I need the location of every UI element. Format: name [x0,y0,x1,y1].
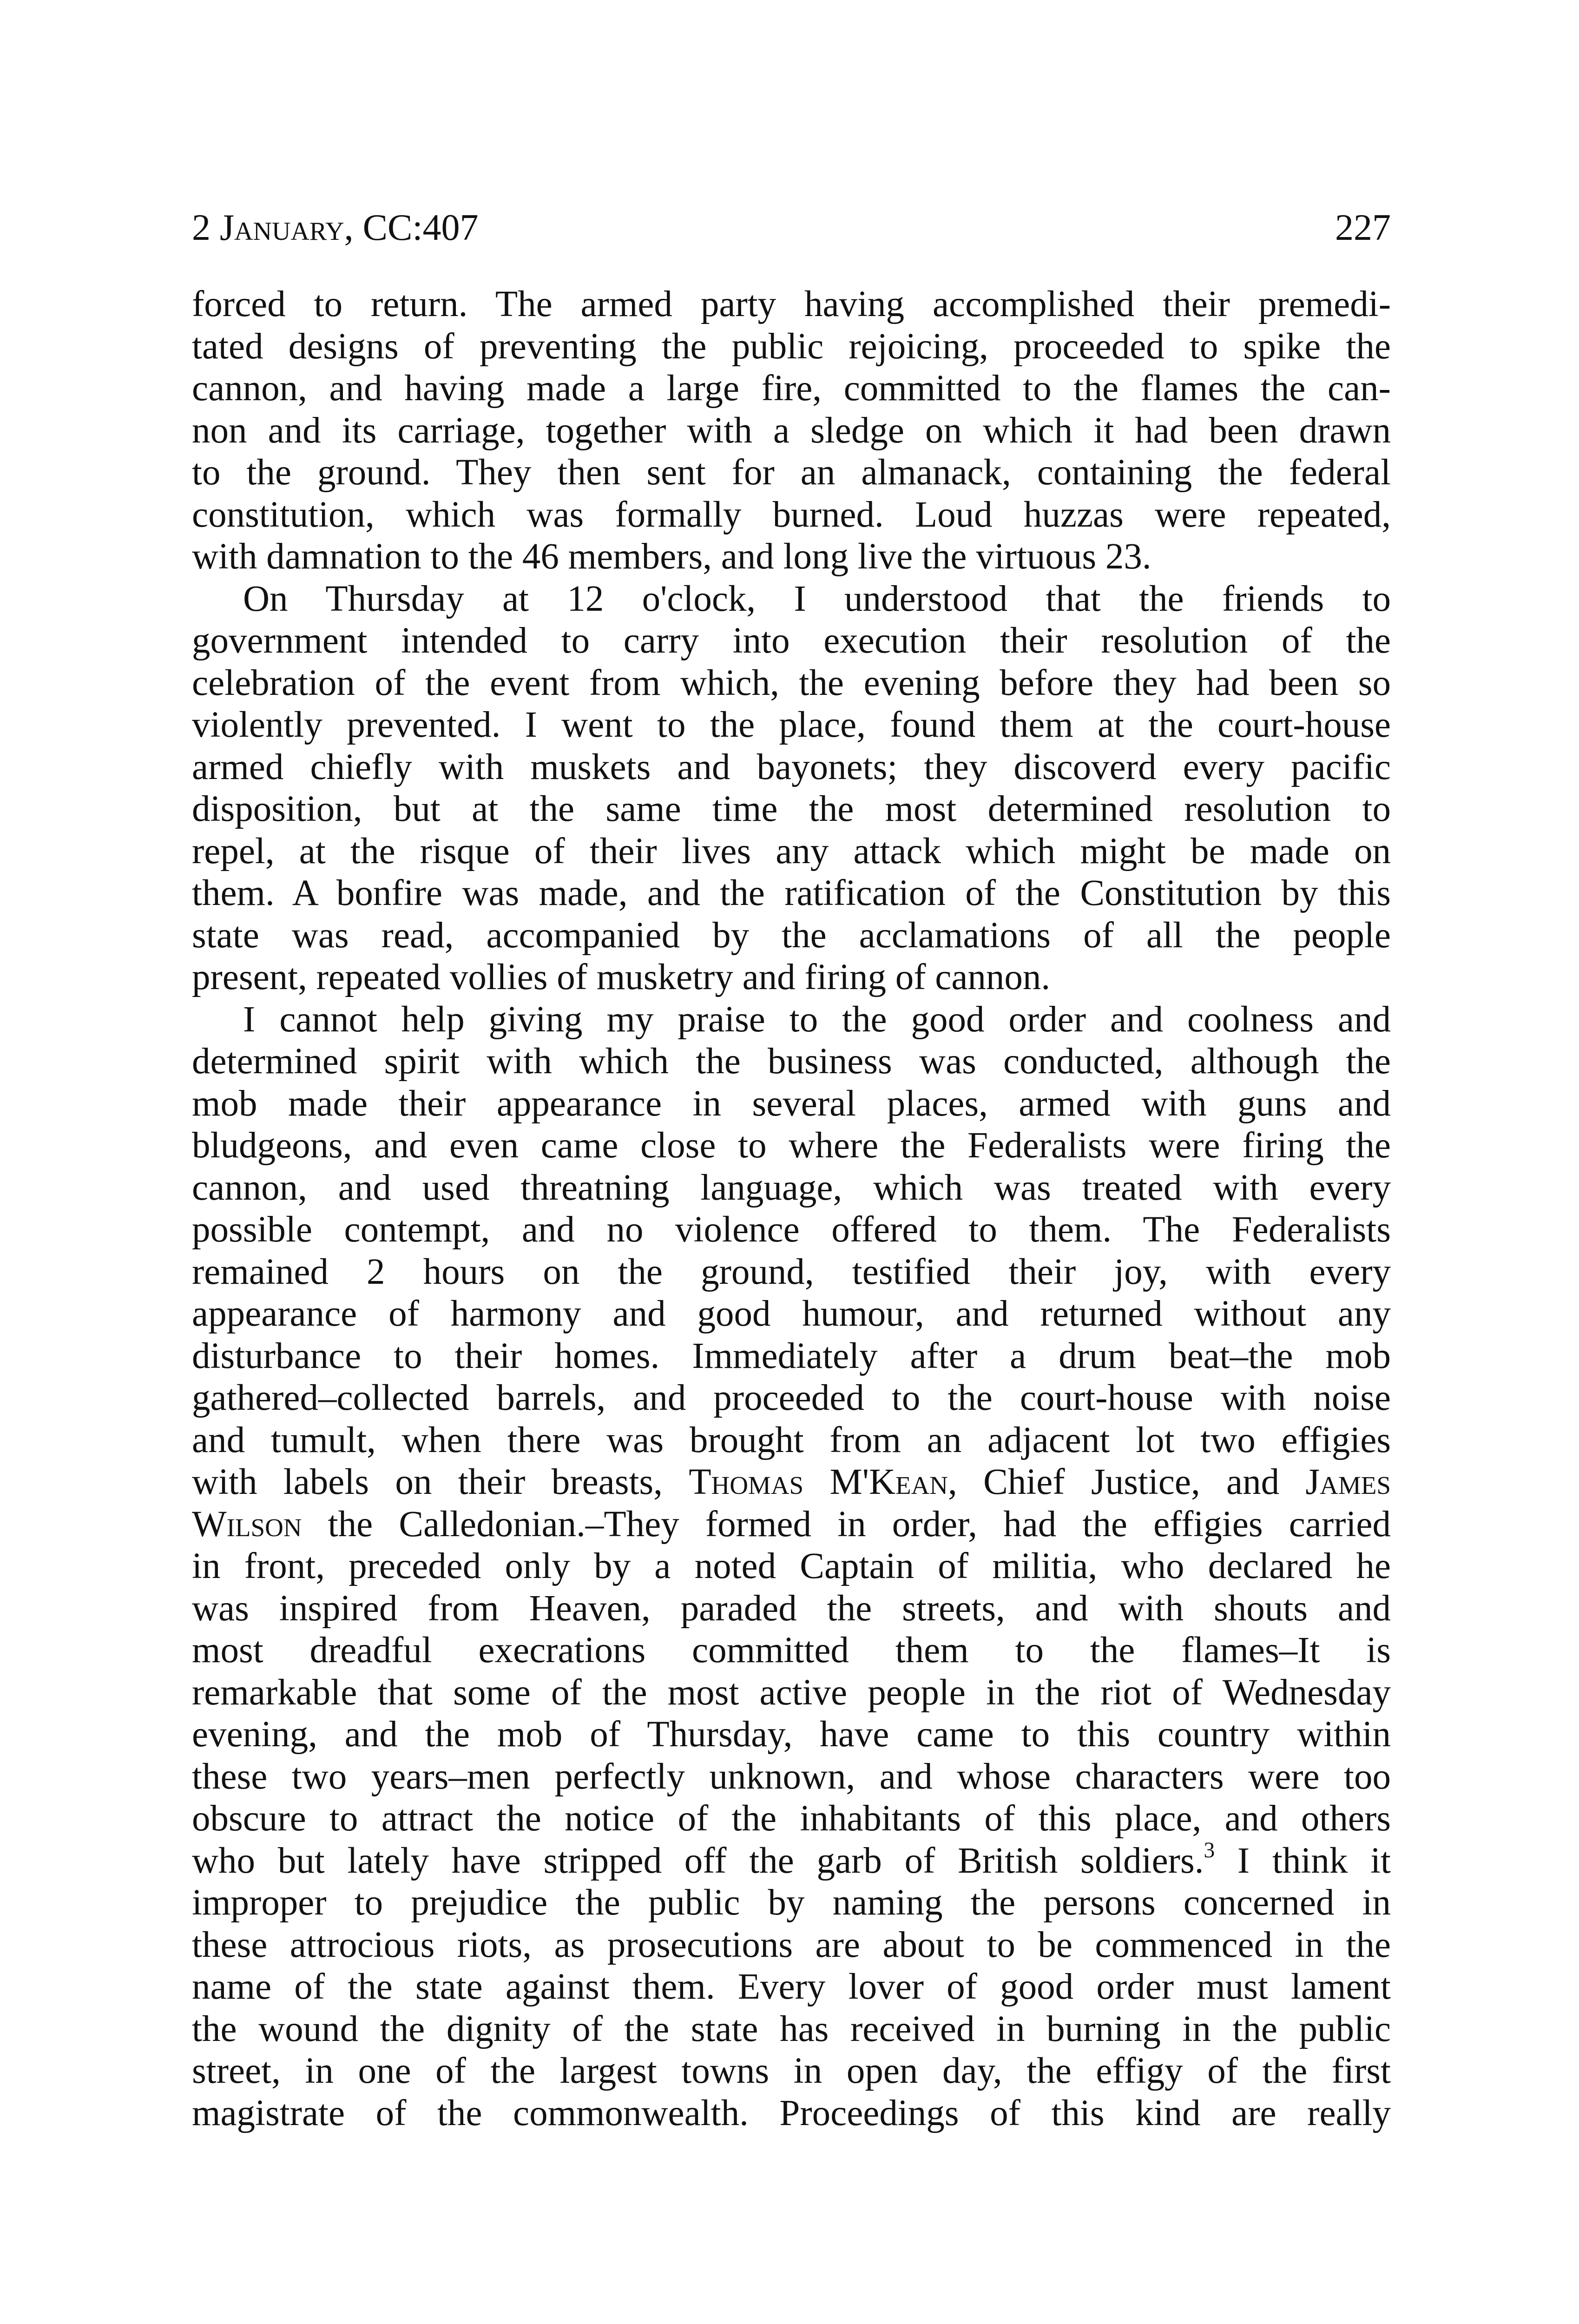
text-line: them. A bonfire was made, and the ratification of the Constitution by this [192,873,1391,913]
text-line-with-footnote: who but lately have stripped off the garb of British soldiers.$^3$ I think it [192,1838,1391,1881]
text-line: constitution, which was formally burned. Loud huzzas were repeated, [192,494,1391,535]
text-line: gathered–collected barrels, and proceeded to the court-house with noise [192,1378,1391,1418]
text-line: non and its carriage, together with a sledge on which it had been drawn [192,410,1391,451]
text-line: in front, preceded only by a noted Captain of militia, who declared he [192,1546,1391,1586]
text-line: these two years–men perfectly unknown, and whose characters were too [192,1756,1391,1797]
text-line: most dreadful execrations committed them to the flames–It is [192,1630,1391,1670]
text-line: cannon, and having made a large fire, committed to the flames the can- [192,368,1391,409]
paragraph-1 [192,284,1391,578]
text-line: government intended to carry into execution their resolution of the [192,621,1391,661]
text-line: violently prevented. I went to the place, found them at the court-house [192,705,1391,745]
text-line: with damnation to the 46 members, and long live the virtuous 23. [192,536,1151,577]
text-line: celebration of the event from which, the evening before they had been so [192,662,1391,703]
running-head-date-citation: 2 January, CC:407 [192,207,479,248]
text-line: disturbance to their homes. Immediately after a drum beat–the mob [192,1335,1391,1376]
text-line: and tumult, when there was brought from an adjacent lot two effigies [192,1419,1391,1460]
text-line: cannon, and used threatning language, which was treated with every [192,1167,1391,1208]
document-page [192,205,1391,2134]
text-line: forced to return. The armed party having accomplished their premedi- [192,284,1391,324]
text-line: appearance of harmony and good humour, and returned without any [192,1294,1391,1334]
text-line: present, repeated vollies of musketry and firing of cannon. [192,957,1051,997]
text-line: evening, and the mob of Thursday, have came to this country within [192,1714,1391,1755]
text-line-with-names: Wilson the Calledonian.–They formed in order, had the effigies carried [192,1504,1391,1545]
text-line: state was read, accompanied by the acclamations of all the people [192,915,1391,956]
text-line: On Thursday at 12 o'clock, I understood that the friends to [243,578,1391,619]
text-line: magistrate of the commonwealth. Proceedings of this kind are really [192,2093,1391,2133]
text-line: mob made their appearance in several places, armed with guns and [192,1083,1391,1124]
text-line: name of the state against them. Every lover of good order must lament [192,1967,1391,2007]
text-line: street, in one of the largest towns in open day, the effigy of the first [192,2051,1391,2091]
text-line: repel, at the risque of their lives any attack which might be made on [192,831,1391,872]
text-line: remarkable that some of the most active people in the riot of Wednesday [192,1672,1391,1713]
text-line-with-names: with labels on their breasts, Thomas M'Kean, Chief Justice, and James [192,1462,1391,1502]
text-line: armed chiefly with muskets and bayonets; they discoverd every pacific [192,746,1391,787]
paragraph-2 [192,578,1391,999]
text-line: remained 2 hours on the ground, testified their joy, with every [192,1251,1391,1292]
text-line: bludgeons, and even came close to where the Federalists were firing the [192,1125,1391,1166]
person-name-mkean: Thomas M'Kean [689,1462,948,1502]
footnote-reference: 3 [1204,1838,1215,1862]
text-line: the wound the dignity of the state has received in burning in the public [192,2008,1391,2049]
running-head-month: January [220,207,344,248]
paragraph-3 [192,999,1391,2135]
person-name-wilson: Wilson [192,1504,302,1545]
page-number: 227 [1335,207,1391,248]
text-line: obscure to attract the notice of the inhabitants of this place, and others [192,1798,1391,1839]
running-head [192,205,1391,251]
text-line: these attrocious riots, as prosecutions are about to be commenced in the [192,1924,1391,1965]
text-line: tated designs of preventing the public rejoicing, proceeded to spike the [192,326,1391,367]
text-line: to the ground. They then sent for an almanack, containing the federal [192,452,1391,493]
text-line: disposition, but at the same time the most determined resolution to [192,789,1391,829]
text-line: determined spirit with which the business was conducted, although the [192,1041,1391,1082]
text-line: improper to prejudice the public by naming the persons concerned in [192,1882,1391,1923]
text-line: I cannot help giving my praise to the good order and coolness and [243,999,1391,1040]
text-line: possible contempt, and no violence offered to them. The Federalists [192,1209,1391,1250]
text-line: was inspired from Heaven, paraded the streets, and with shouts and [192,1588,1391,1629]
person-name-james: James [1305,1462,1391,1502]
